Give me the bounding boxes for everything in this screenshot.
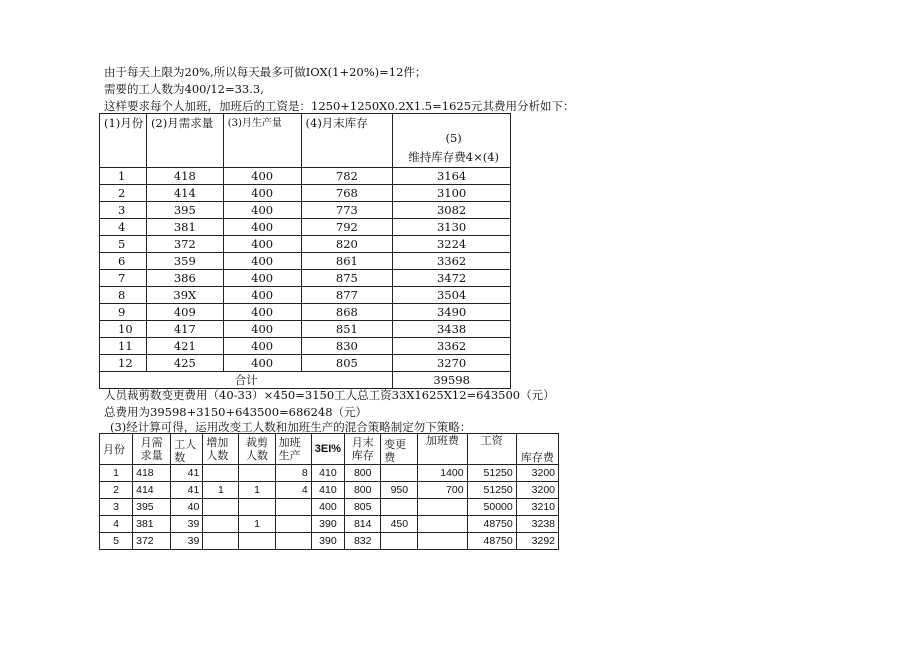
table-cell: 3238 bbox=[516, 516, 558, 533]
table-cell bbox=[239, 533, 275, 550]
table-cell bbox=[203, 465, 239, 482]
table-cell: 8 bbox=[275, 465, 311, 482]
table-cell: 7 bbox=[100, 270, 147, 287]
table-cell: 800 bbox=[345, 482, 381, 499]
total-value: 39598 bbox=[393, 372, 511, 389]
table-cell: 3224 bbox=[393, 236, 511, 253]
table-cell bbox=[381, 465, 418, 482]
table-cell: 410 bbox=[311, 482, 344, 499]
text-line-5: 总费用为39598+3150+643500=686248（元） bbox=[104, 405, 368, 419]
table-cell: 805 bbox=[345, 499, 381, 516]
table-cell: 851 bbox=[301, 321, 393, 338]
total-row bbox=[100, 372, 511, 389]
table-row bbox=[100, 304, 511, 321]
table-row bbox=[100, 482, 559, 499]
table-cell: 3164 bbox=[393, 168, 511, 185]
table-cell bbox=[239, 499, 275, 516]
table-cell bbox=[239, 465, 275, 482]
table-cell: 3438 bbox=[393, 321, 511, 338]
table-cell: 400 bbox=[223, 338, 301, 355]
table-cell: 9 bbox=[100, 304, 147, 321]
table-cell: 3 bbox=[100, 202, 147, 219]
table-cell: 400 bbox=[223, 287, 301, 304]
table-cell: 41 bbox=[171, 482, 203, 499]
text-line-1: 由于每天上限为20%,所以每天最多可做IOX(1+20%)=12件； bbox=[104, 65, 427, 79]
table-cell: 6 bbox=[100, 253, 147, 270]
table-cell: 418 bbox=[146, 168, 223, 185]
t2-header-ending-inventory: 月末库存 bbox=[345, 434, 381, 465]
table-cell: 381 bbox=[146, 219, 223, 236]
table2-header-row bbox=[100, 434, 559, 465]
table-cell: 3362 bbox=[393, 253, 511, 270]
table-cell: 875 bbox=[301, 270, 393, 287]
table-header-row bbox=[100, 114, 511, 168]
table-cell: 5 bbox=[100, 236, 147, 253]
table-cell: 11 bbox=[100, 338, 147, 355]
table-cell: 773 bbox=[301, 202, 393, 219]
table-cell: 400 bbox=[223, 219, 301, 236]
table-cell: 51250 bbox=[467, 465, 516, 482]
table-cell: 425 bbox=[146, 355, 223, 372]
header-holding-cost-label: 维持库存费4×(4) bbox=[408, 150, 499, 164]
table-cell bbox=[275, 499, 311, 516]
inventory-cost-table bbox=[99, 113, 511, 389]
table-row bbox=[100, 219, 511, 236]
header-production: (3)月生产量 bbox=[223, 114, 301, 168]
header-holding-cost bbox=[393, 114, 511, 168]
table-cell: 3100 bbox=[393, 185, 511, 202]
table-row bbox=[100, 338, 511, 355]
table-row bbox=[100, 516, 559, 533]
table-cell bbox=[275, 516, 311, 533]
table-cell bbox=[203, 499, 239, 516]
table-cell: 1 bbox=[239, 516, 275, 533]
table-cell: 1 bbox=[100, 168, 147, 185]
table-cell: 814 bbox=[345, 516, 381, 533]
table-cell: 861 bbox=[301, 253, 393, 270]
table-row bbox=[100, 185, 511, 202]
t2-header-change-cost: 变更费 bbox=[381, 434, 418, 465]
mixed-strategy-table bbox=[99, 433, 559, 550]
table-cell: 3210 bbox=[516, 499, 558, 516]
t2-header-month: 月份 bbox=[100, 434, 133, 465]
table-cell: 3292 bbox=[516, 533, 558, 550]
table-cell: 400 bbox=[223, 355, 301, 372]
table-cell: 782 bbox=[301, 168, 393, 185]
table-cell: 400 bbox=[223, 270, 301, 287]
table-row bbox=[100, 499, 559, 516]
table-cell: 4 bbox=[100, 516, 133, 533]
table-row bbox=[100, 236, 511, 253]
table-cell: 868 bbox=[301, 304, 393, 321]
table-cell: 3082 bbox=[393, 202, 511, 219]
table-cell: 39 bbox=[171, 516, 203, 533]
table-cell bbox=[381, 499, 418, 516]
table-cell: 50000 bbox=[467, 499, 516, 516]
table-cell: 820 bbox=[301, 236, 393, 253]
t2-header-overtime-cost: 加班费 bbox=[418, 434, 467, 465]
table-cell: 10 bbox=[100, 321, 147, 338]
table-cell: 390 bbox=[311, 533, 344, 550]
table-cell: 40 bbox=[171, 499, 203, 516]
table-cell: 950 bbox=[381, 482, 418, 499]
t2-header-hired: 增加人数 bbox=[203, 434, 239, 465]
table-cell: 3504 bbox=[393, 287, 511, 304]
table-cell: 51250 bbox=[467, 482, 516, 499]
table-cell: 1 bbox=[100, 465, 133, 482]
table-cell: 400 bbox=[223, 321, 301, 338]
table-cell: 400 bbox=[223, 253, 301, 270]
table-cell: 3490 bbox=[393, 304, 511, 321]
table-row bbox=[100, 321, 511, 338]
text-line-6: (3)经计算可得，运用改变工人数和加班生产的混合策略制定勿下策略： bbox=[110, 420, 472, 434]
table-cell: 1 bbox=[203, 482, 239, 499]
text-line-2: 需要的工人数为400/12=33.3, bbox=[104, 82, 264, 96]
table-cell: 395 bbox=[146, 202, 223, 219]
t2-header-laid-off: 裁剪人数 bbox=[239, 434, 275, 465]
table-cell: 381 bbox=[133, 516, 171, 533]
table-cell: 417 bbox=[146, 321, 223, 338]
table-cell: 832 bbox=[345, 533, 381, 550]
table-cell: 400 bbox=[311, 499, 344, 516]
table-cell: 450 bbox=[381, 516, 418, 533]
table-cell: 48750 bbox=[467, 533, 516, 550]
t2-header-inventory-cost: 库存费 bbox=[516, 434, 558, 465]
table-cell: 768 bbox=[301, 185, 393, 202]
table-row bbox=[100, 168, 511, 185]
table-row bbox=[100, 465, 559, 482]
table-cell: 48750 bbox=[467, 516, 516, 533]
table-cell: 400 bbox=[223, 168, 301, 185]
table-cell: 39 bbox=[171, 533, 203, 550]
table-cell: 414 bbox=[146, 185, 223, 202]
table-row bbox=[100, 202, 511, 219]
table-cell: 3130 bbox=[393, 219, 511, 236]
table-cell: 800 bbox=[345, 465, 381, 482]
table-cell bbox=[203, 516, 239, 533]
t2-header-workers: 工人数 bbox=[171, 434, 203, 465]
table-cell: 39X bbox=[146, 287, 223, 304]
table-row bbox=[100, 533, 559, 550]
table-row bbox=[100, 270, 511, 287]
table-cell: 409 bbox=[146, 304, 223, 321]
text-line-4: 人员裁剪数变更费用（40-33）×450=3150工人总工资33X1625X12=643500（元） bbox=[104, 388, 555, 402]
table-cell: 3472 bbox=[393, 270, 511, 287]
table-cell bbox=[418, 533, 467, 550]
table-cell: 400 bbox=[223, 304, 301, 321]
table-cell: 8 bbox=[100, 287, 147, 304]
table-cell: 421 bbox=[146, 338, 223, 355]
header-ending-inventory: (4)月末库存 bbox=[301, 114, 393, 168]
table-cell bbox=[418, 499, 467, 516]
table-cell: 805 bbox=[301, 355, 393, 372]
table-cell: 372 bbox=[146, 236, 223, 253]
text-line-3: 这样要求每个人加班，加班后的工资是：1250+1250X0.2X1.5=1625元其费用分析如下： bbox=[104, 99, 575, 113]
table-cell: 3200 bbox=[516, 465, 558, 482]
t2-header-wages: 工资 bbox=[467, 434, 516, 465]
table-cell: 400 bbox=[223, 202, 301, 219]
table-cell: 1400 bbox=[418, 465, 467, 482]
header-holding-cost-num: (5) bbox=[445, 131, 462, 145]
header-demand: (2)月需求量 bbox=[146, 114, 223, 168]
table-cell: 395 bbox=[133, 499, 171, 516]
table-cell: 414 bbox=[133, 482, 171, 499]
table-cell: 372 bbox=[133, 533, 171, 550]
table-cell: 410 bbox=[311, 465, 344, 482]
table-cell: 2 bbox=[100, 482, 133, 499]
t2-header-demand: 月需求量 bbox=[133, 434, 171, 465]
table-cell: 830 bbox=[301, 338, 393, 355]
table-cell bbox=[203, 533, 239, 550]
table-cell: 400 bbox=[223, 236, 301, 253]
table-cell: 792 bbox=[301, 219, 393, 236]
t2-header-overtime: 加班生产 bbox=[275, 434, 311, 465]
table-cell: 400 bbox=[223, 185, 301, 202]
table-cell: 12 bbox=[100, 355, 147, 372]
table-cell bbox=[381, 533, 418, 550]
t2-header-col7: 3EI% bbox=[311, 434, 344, 465]
table-cell: 41 bbox=[171, 465, 203, 482]
total-label: 合计 bbox=[100, 372, 393, 389]
table-cell: 359 bbox=[146, 253, 223, 270]
table-cell: 2 bbox=[100, 185, 147, 202]
table-cell: 386 bbox=[146, 270, 223, 287]
table-cell: 4 bbox=[100, 219, 147, 236]
table-cell: 700 bbox=[418, 482, 467, 499]
table-cell: 1 bbox=[239, 482, 275, 499]
table-cell: 3200 bbox=[516, 482, 558, 499]
table-cell bbox=[275, 533, 311, 550]
table-row bbox=[100, 253, 511, 270]
table-cell: 418 bbox=[133, 465, 171, 482]
table-cell bbox=[418, 516, 467, 533]
table-cell: 390 bbox=[311, 516, 344, 533]
table-cell: 3270 bbox=[393, 355, 511, 372]
table-row bbox=[100, 355, 511, 372]
table-cell: 5 bbox=[100, 533, 133, 550]
table-row bbox=[100, 287, 511, 304]
table-cell: 3 bbox=[100, 499, 133, 516]
header-month: (1)月份 bbox=[100, 114, 147, 168]
table-cell: 3362 bbox=[393, 338, 511, 355]
table-cell: 4 bbox=[275, 482, 311, 499]
table-cell: 877 bbox=[301, 287, 393, 304]
